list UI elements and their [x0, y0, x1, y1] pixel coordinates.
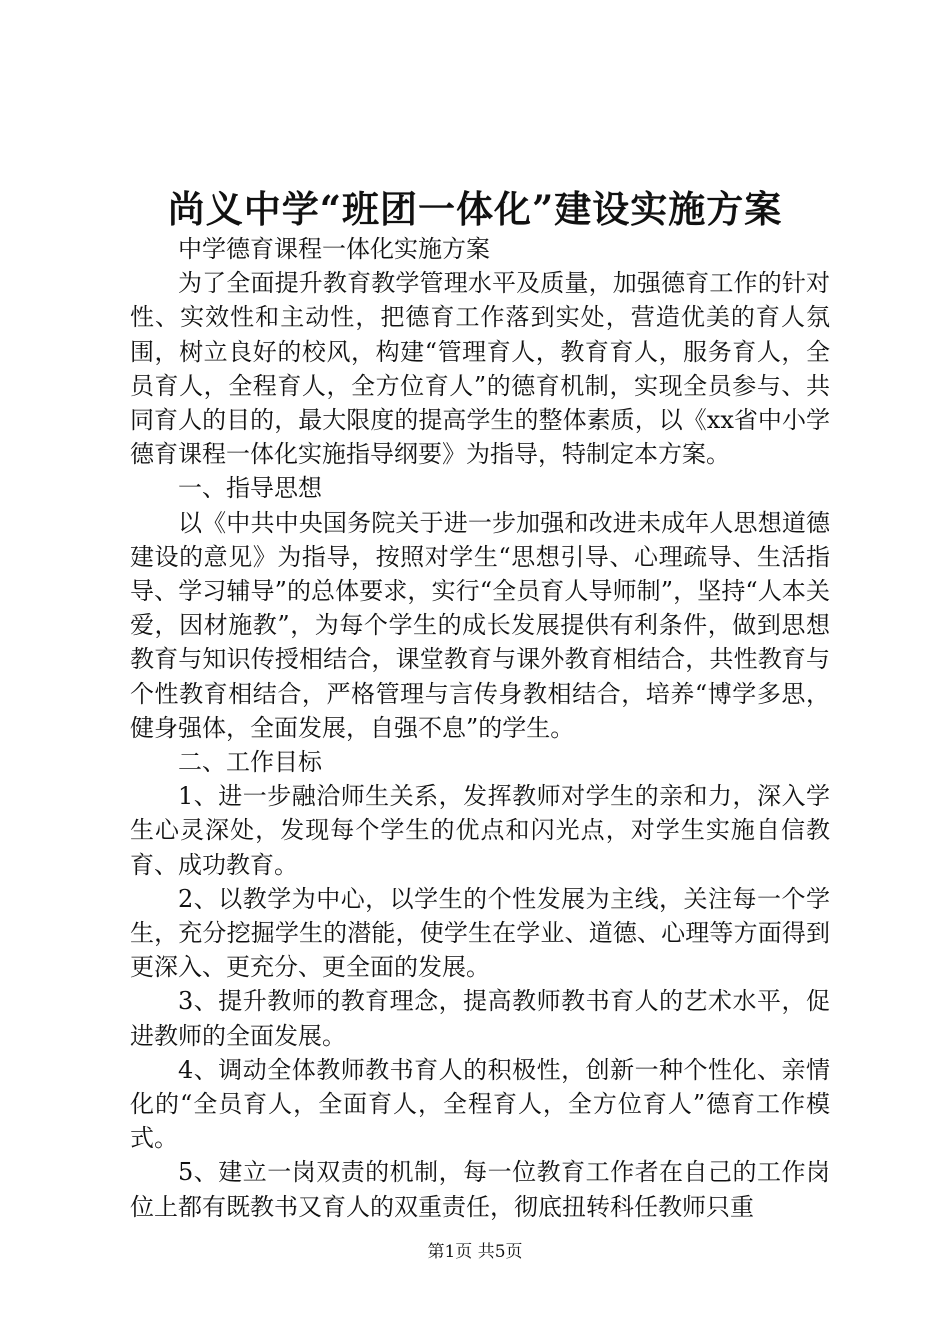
goal-item-5: 5、建立一岗双责的机制，每一位教育工作者在自己的工作岗位上都有既教书又育人的双重责任，彻底扭转科任教师只重 [130, 1158, 830, 1221]
goal-item-4: 4、调动全体教师教书育人的积极性，创新一种个性化、亲情化的“全员育人，全面育人，全程育人，全方位育人”德育工作模式。 [130, 1055, 830, 1153]
goal-item-1: 1、进一步融洽师生关系，发挥教师对学生的亲和力，深入学生心灵深处，发现每个学生的优点和闪光点，对学生实施自信教育、成功教育。 [130, 782, 830, 879]
document-body [130, 232, 830, 1224]
section-heading-guiding-ideology: 一、指导思想 [178, 474, 322, 503]
section-heading-work-goals: 二、工作目标 [178, 748, 322, 777]
body-paragraph-guiding-ideology: 以《中共中央国务院关于进一步加强和改进未成年人思想道德建设的意见》为指导，按照对学生“思想引导、心理疏导、生活指导、学习辅导”的总体要求，实行“全员育人导师制”，坚持“人本关爱，因材施教”，为每个学生的成长发展提供有利条件，做到思想教育与知识传授相结合，课堂教育与课外教育相结合，共性教育与个性教育相结合，严格管理与言传身教相结合，培养“博学多思，健身强体，全面发展，自强不息”的学生。 [130, 508, 830, 742]
body-paragraph-intro: 为了全面提升教育教学管理水平及质量，加强德育工作的针对性、实效性和主动性，把德育工作落到实处，营造优美的育人氛围，树立良好的校风，构建“管理育人，教育育人，服务育人，全员育人，全程育人，全方位育人”的德育机制，实现全员参与、共同育人的目的，最大限度的提高学生的整体素质，以《xx省中小学德育课程一体化实施指导纲要》为指导，特制定本方案。 [130, 269, 830, 469]
document-title: 尚义中学“班团一体化”建设实施方案 [167, 187, 783, 231]
goal-item-2: 2、以教学为中心，以学生的个性发展为主线，关注每一个学生，充分挖掘学生的潜能，使学生在学业、道德、心理等方面得到更深入、更充分、更全面的发展。 [130, 884, 830, 982]
body-paragraph-subtitle: 中学德育课程一体化实施方案 [178, 235, 490, 263]
page-footer: 第1页 共5页 [427, 1242, 523, 1262]
goal-item-3: 3、提升教师的教育理念，提高教师教书育人的艺术水平，促进教师的全面发展。 [130, 987, 830, 1050]
